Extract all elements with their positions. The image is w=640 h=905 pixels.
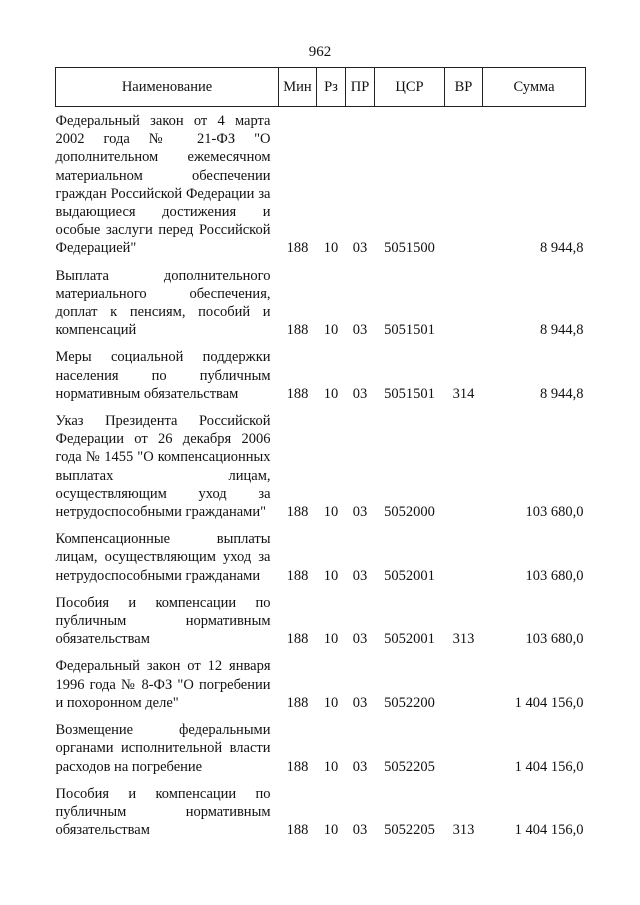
- row-rz: 10: [323, 822, 339, 839]
- table-row: [56, 262, 586, 344]
- row-vr: 313: [452, 631, 475, 648]
- row-min: 188: [286, 822, 309, 839]
- table-header-row: [56, 68, 586, 107]
- row-csr: 5052001: [384, 631, 435, 648]
- row-min: 188: [286, 631, 309, 648]
- row-rz: 10: [323, 567, 339, 584]
- row-csr: 5052000: [384, 504, 435, 521]
- row-csr: 5052205: [384, 758, 435, 775]
- row-vr: [445, 262, 483, 344]
- row-sum: 103 680,0: [525, 631, 584, 648]
- row-rz: 10: [323, 631, 339, 648]
- table-row: [56, 525, 586, 589]
- row-vr: [445, 716, 483, 780]
- row-sum: 8 944,8: [540, 322, 584, 339]
- row-csr: 5051501: [384, 385, 435, 402]
- row-rz: 10: [323, 322, 339, 339]
- table-row: [56, 589, 586, 653]
- table-row: [56, 716, 586, 780]
- row-min: 188: [286, 385, 309, 402]
- row-pr: 03: [352, 631, 368, 648]
- budget-table: [55, 67, 586, 843]
- row-min: 188: [286, 322, 309, 339]
- row-rz: 10: [323, 504, 339, 521]
- row-pr: 03: [352, 822, 368, 839]
- row-pr: 03: [352, 322, 368, 339]
- row-rz: 10: [323, 694, 339, 711]
- table-row: [56, 107, 586, 262]
- header-sum: Сумма: [483, 68, 586, 107]
- row-name: Компенсационные выплаты лицам, осуществляющим уход за нетрудоспособными гражданами: [55, 531, 271, 584]
- row-sum: 8 944,8: [540, 240, 584, 257]
- row-name: Пособия и компенсации по публичным нормативным обязательствам: [55, 594, 271, 648]
- header-name: Наименование: [56, 68, 279, 107]
- header-vr: ВР: [445, 68, 483, 107]
- row-name: Указ Президента Российской Федерации от 26 декабря 2006 года № 1455 "О компенсационных выплатах лицам, осуществляющим уход за нетрудоспособными гражданами": [55, 413, 271, 521]
- row-pr: 03: [352, 240, 368, 257]
- row-sum: 1 404 156,0: [514, 694, 584, 711]
- header-rz: Рз: [317, 68, 346, 107]
- row-name: Федеральный закон от 12 января 1996 года № 8-ФЗ "О погребении и похоронном деле": [55, 658, 271, 711]
- row-vr: [445, 107, 483, 262]
- row-csr: 5051500: [384, 240, 435, 257]
- row-min: 188: [286, 240, 309, 257]
- header-min: Мин: [279, 68, 317, 107]
- table-row: [56, 407, 586, 525]
- row-sum: 1 404 156,0: [514, 758, 584, 775]
- row-rz: 10: [323, 240, 339, 257]
- row-pr: 03: [352, 504, 368, 521]
- row-name: Выплата дополнительного материального обеспечения, доплат к пенсиям, пособий и компенсаций: [55, 267, 271, 339]
- row-vr: 313: [452, 822, 475, 839]
- row-name: Возмещение федеральными органами исполнительной власти расходов на погребение: [55, 722, 271, 775]
- row-pr: 03: [352, 567, 368, 584]
- row-csr: 5052001: [384, 567, 435, 584]
- row-vr: [445, 525, 483, 589]
- row-pr: 03: [352, 758, 368, 775]
- row-vr: 314: [452, 385, 475, 402]
- table-row: [56, 343, 586, 407]
- row-name: Федеральный закон от 4 марта 2002 года № 21-ФЗ "О дополнительном ежемесячном материальном обеспечении граждан Российской Федерации за выдающиеся достижения и особые заслуги перед Российской Федерацией": [55, 113, 271, 257]
- row-min: 188: [286, 567, 309, 584]
- row-sum: 103 680,0: [525, 504, 584, 521]
- row-min: 188: [286, 504, 309, 521]
- row-rz: 10: [323, 385, 339, 402]
- row-rz: 10: [323, 758, 339, 775]
- row-csr: 5052200: [384, 694, 435, 711]
- table-row: [56, 780, 586, 844]
- row-csr: 5052205: [384, 822, 435, 839]
- row-pr: 03: [352, 694, 368, 711]
- row-pr: 03: [352, 385, 368, 402]
- row-sum: 1 404 156,0: [514, 822, 584, 839]
- row-name: Пособия и компенсации по публичным нормативным обязательствам: [55, 785, 271, 839]
- table-row: [56, 652, 586, 716]
- row-sum: 103 680,0: [525, 567, 584, 584]
- row-sum: 8 944,8: [540, 385, 584, 402]
- header-csr: ЦСР: [375, 68, 445, 107]
- row-vr: [445, 407, 483, 525]
- row-vr: [445, 652, 483, 716]
- page-number: 962: [308, 44, 332, 60]
- row-min: 188: [286, 694, 309, 711]
- row-min: 188: [286, 758, 309, 775]
- row-csr: 5051501: [384, 322, 435, 339]
- header-pr: ПР: [346, 68, 375, 107]
- row-name: Меры социальной поддержки населения по публичным нормативным обязательствам: [55, 349, 271, 402]
